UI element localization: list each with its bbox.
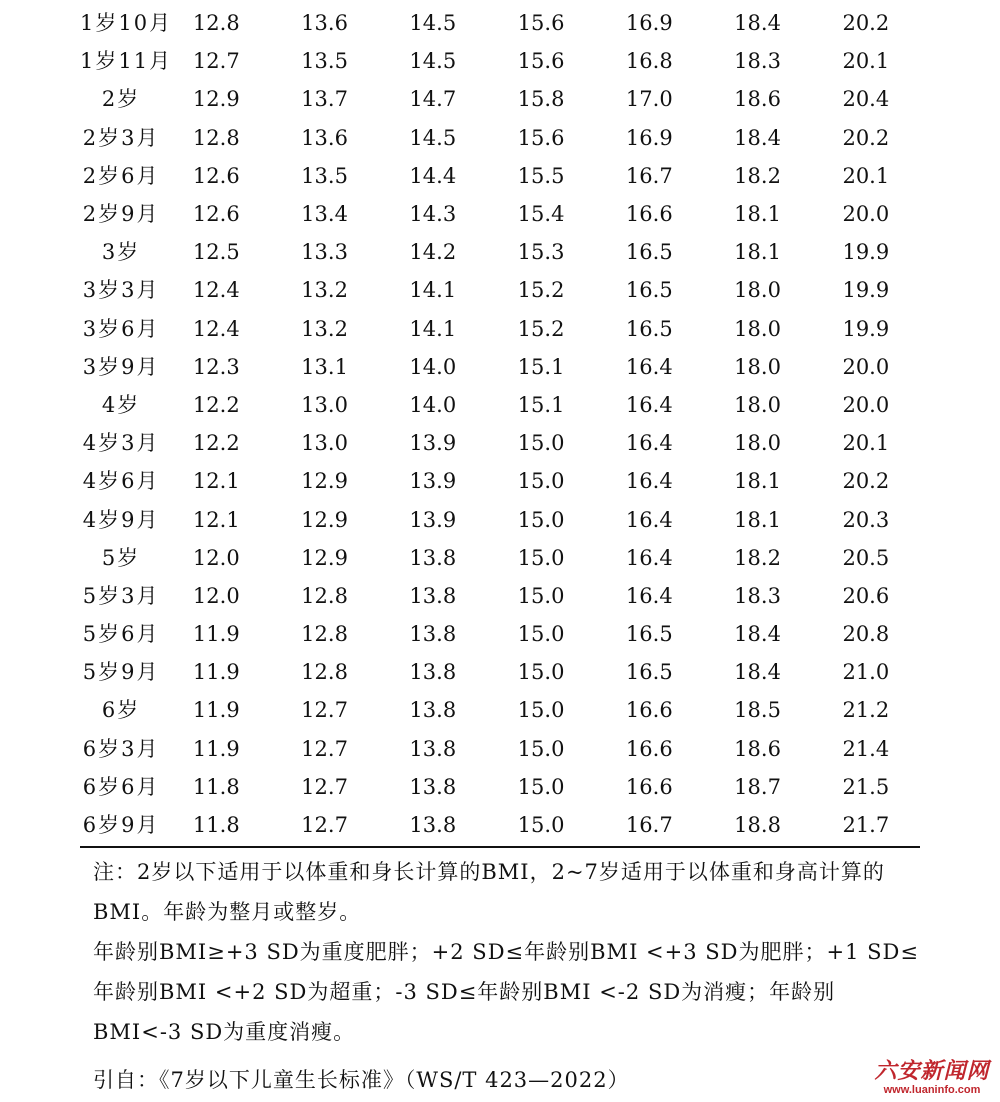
bmi-value-cell: 15.0 bbox=[517, 622, 565, 647]
bmi-value-cell: 15.6 bbox=[517, 125, 565, 150]
bmi-value-cell: 14.0 bbox=[409, 354, 457, 379]
table-row bbox=[80, 386, 920, 424]
table-row bbox=[80, 653, 920, 691]
age-cell: 5岁9月 bbox=[82, 660, 160, 685]
bmi-value-cell: 13.8 bbox=[409, 774, 457, 799]
table-row bbox=[80, 500, 920, 538]
watermark-url: www.luaninfo.com bbox=[883, 1084, 981, 1096]
bmi-value-cell: 11.9 bbox=[192, 622, 240, 647]
bmi-value-cell: 13.8 bbox=[409, 545, 457, 570]
bmi-value-cell: 15.0 bbox=[517, 545, 565, 570]
bmi-value-cell: 12.7 bbox=[301, 698, 348, 723]
note-classification: 年龄别BMI≥+3 SD为重度肥胖；+2 SD≤年龄别BMI <+3 SD为肥胖；+1 SD≤年龄别BMI <+2 SD为超重；-3 SD≤年龄别BMI <-2 SD为消瘦；年龄别BMI<-3 SD为重度消瘦。 bbox=[93, 940, 919, 1044]
bmi-value-cell: 18.4 bbox=[734, 125, 781, 150]
bmi-value-cell: 20.5 bbox=[842, 545, 890, 570]
bmi-value-cell: 13.8 bbox=[409, 660, 457, 685]
bmi-value-cell: 14.5 bbox=[409, 125, 457, 150]
bmi-value-cell: 16.4 bbox=[625, 431, 673, 456]
bmi-value-cell: 16.4 bbox=[625, 392, 673, 417]
bmi-value-cell: 16.6 bbox=[625, 774, 673, 799]
bmi-value-cell: 18.1 bbox=[734, 202, 781, 227]
bmi-value-cell: 12.7 bbox=[301, 736, 348, 761]
age-cell: 6岁9月 bbox=[82, 813, 160, 838]
bmi-value-cell: 18.0 bbox=[734, 354, 781, 379]
bmi-value-cell: 15.0 bbox=[517, 813, 565, 838]
bmi-value-cell: 15.0 bbox=[517, 583, 565, 608]
bmi-value-cell: 18.5 bbox=[734, 698, 781, 723]
bmi-value-cell: 19.9 bbox=[842, 278, 890, 303]
watermark bbox=[872, 1060, 992, 1096]
bmi-value-cell: 14.7 bbox=[409, 87, 457, 112]
bmi-value-cell: 12.6 bbox=[192, 202, 240, 227]
bmi-value-cell: 13.6 bbox=[301, 11, 348, 36]
bmi-value-cell: 21.0 bbox=[842, 660, 890, 685]
bmi-value-cell: 12.9 bbox=[301, 507, 348, 532]
bmi-value-cell: 11.9 bbox=[192, 698, 240, 723]
bmi-value-cell: 14.3 bbox=[409, 202, 457, 227]
bmi-value-cell: 18.7 bbox=[734, 774, 781, 799]
table-row bbox=[80, 691, 920, 729]
age-cell: 2岁 bbox=[101, 87, 141, 112]
bmi-value-cell: 13.9 bbox=[409, 507, 457, 532]
bmi-value-cell: 15.2 bbox=[517, 316, 565, 341]
age-cell: 3岁3月 bbox=[82, 278, 160, 303]
bmi-value-cell: 14.0 bbox=[409, 392, 457, 417]
table-row bbox=[80, 4, 920, 42]
bmi-value-cell: 13.9 bbox=[409, 431, 457, 456]
bmi-value-cell: 16.5 bbox=[625, 660, 673, 685]
bmi-value-cell: 21.2 bbox=[842, 698, 890, 723]
age-cell: 4岁3月 bbox=[82, 431, 160, 456]
bmi-value-cell: 13.7 bbox=[301, 87, 348, 112]
bmi-value-cell: 20.0 bbox=[842, 202, 890, 227]
bmi-value-cell: 11.8 bbox=[192, 774, 240, 799]
table-row bbox=[80, 577, 920, 615]
bmi-value-cell: 20.2 bbox=[842, 125, 890, 150]
table-row bbox=[80, 80, 920, 118]
bmi-value-cell: 13.8 bbox=[409, 698, 457, 723]
table-row bbox=[80, 806, 920, 844]
bmi-value-cell: 15.5 bbox=[517, 163, 565, 188]
bmi-value-cell: 16.8 bbox=[625, 49, 673, 74]
bmi-value-cell: 12.7 bbox=[192, 49, 240, 74]
bmi-value-cell: 12.0 bbox=[192, 545, 240, 570]
bmi-value-cell: 11.9 bbox=[192, 660, 240, 685]
age-cell: 3岁6月 bbox=[82, 316, 160, 341]
bmi-value-cell: 15.0 bbox=[517, 698, 565, 723]
table-row bbox=[80, 424, 920, 462]
bmi-value-cell: 16.4 bbox=[625, 354, 673, 379]
bmi-value-cell: 18.1 bbox=[734, 469, 781, 494]
age-cell: 6岁 bbox=[101, 698, 141, 723]
table-body bbox=[80, 4, 920, 844]
age-cell: 2岁3月 bbox=[82, 125, 160, 150]
bmi-value-cell: 14.1 bbox=[409, 278, 457, 303]
table-row bbox=[80, 42, 920, 80]
bmi-value-cell: 19.9 bbox=[842, 316, 890, 341]
bmi-value-cell: 18.0 bbox=[734, 278, 781, 303]
bmi-value-cell: 13.8 bbox=[409, 813, 457, 838]
bmi-value-cell: 14.2 bbox=[409, 240, 457, 265]
bmi-value-cell: 16.5 bbox=[625, 316, 673, 341]
bmi-value-cell: 18.3 bbox=[734, 583, 781, 608]
bmi-value-cell: 16.7 bbox=[625, 163, 673, 188]
bmi-value-cell: 15.0 bbox=[517, 507, 565, 532]
bmi-value-cell: 15.3 bbox=[517, 240, 565, 265]
bmi-value-cell: 20.3 bbox=[842, 507, 890, 532]
table-row bbox=[80, 768, 920, 806]
bmi-value-cell: 15.0 bbox=[517, 469, 565, 494]
bmi-value-cell: 13.0 bbox=[301, 392, 348, 417]
table-row bbox=[80, 539, 920, 577]
bmi-value-cell: 20.1 bbox=[842, 163, 890, 188]
table-row bbox=[80, 271, 920, 309]
age-cell: 1岁11月 bbox=[80, 49, 173, 74]
age-cell: 4岁6月 bbox=[82, 469, 160, 494]
bmi-value-cell: 21.4 bbox=[842, 736, 890, 761]
bmi-value-cell: 16.4 bbox=[625, 583, 673, 608]
bmi-value-cell: 15.0 bbox=[517, 660, 565, 685]
bmi-value-cell: 14.4 bbox=[409, 163, 457, 188]
bmi-value-cell: 15.4 bbox=[517, 202, 565, 227]
bmi-value-cell: 12.8 bbox=[301, 583, 348, 608]
bmi-value-cell: 13.4 bbox=[301, 202, 348, 227]
bmi-value-cell: 13.8 bbox=[409, 583, 457, 608]
bmi-value-cell: 11.9 bbox=[192, 736, 240, 761]
bmi-value-cell: 16.5 bbox=[625, 278, 673, 303]
bmi-value-cell: 16.9 bbox=[625, 125, 673, 150]
bmi-value-cell: 13.3 bbox=[301, 240, 348, 265]
table-row bbox=[80, 462, 920, 500]
bmi-value-cell: 19.9 bbox=[842, 240, 890, 265]
bmi-value-cell: 13.5 bbox=[301, 49, 348, 74]
bmi-value-cell: 20.0 bbox=[842, 392, 890, 417]
bmi-value-cell: 12.9 bbox=[301, 545, 348, 570]
bmi-value-cell: 18.6 bbox=[734, 736, 781, 761]
bmi-value-cell: 12.4 bbox=[192, 316, 240, 341]
bmi-value-cell: 13.2 bbox=[301, 278, 348, 303]
table-bottom-rule bbox=[80, 846, 920, 848]
bmi-value-cell: 16.7 bbox=[625, 813, 673, 838]
age-cell: 5岁3月 bbox=[82, 583, 160, 608]
age-cell: 2岁9月 bbox=[82, 202, 160, 227]
bmi-value-cell: 15.1 bbox=[517, 354, 565, 379]
bmi-value-cell: 14.5 bbox=[409, 11, 457, 36]
bmi-value-cell: 18.1 bbox=[734, 240, 781, 265]
bmi-value-cell: 12.2 bbox=[192, 431, 240, 456]
bmi-value-cell: 18.4 bbox=[734, 11, 781, 36]
bmi-value-cell: 18.0 bbox=[734, 392, 781, 417]
bmi-value-cell: 16.5 bbox=[625, 240, 673, 265]
bmi-value-cell: 18.0 bbox=[734, 316, 781, 341]
bmi-value-cell: 13.1 bbox=[301, 354, 348, 379]
bmi-value-cell: 16.6 bbox=[625, 698, 673, 723]
bmi-value-cell: 13.6 bbox=[301, 125, 348, 150]
age-cell: 3岁 bbox=[101, 240, 141, 265]
bmi-value-cell: 18.0 bbox=[734, 431, 781, 456]
table-row bbox=[80, 157, 920, 195]
bmi-value-cell: 16.6 bbox=[625, 202, 673, 227]
bmi-value-cell: 14.5 bbox=[409, 49, 457, 74]
bmi-value-cell: 12.7 bbox=[301, 774, 348, 799]
note-applicability: 注：2岁以下适用于以体重和身长计算的BMI，2~7岁适用于以体重和身高计算的BMI。年龄为整月或整岁。 bbox=[93, 860, 885, 924]
bmi-value-cell: 12.8 bbox=[301, 660, 348, 685]
bmi-value-cell: 15.8 bbox=[517, 87, 565, 112]
bmi-value-cell: 12.0 bbox=[192, 583, 240, 608]
bmi-value-cell: 15.0 bbox=[517, 774, 565, 799]
bmi-value-cell: 18.4 bbox=[734, 660, 781, 685]
bmi-value-cell: 18.8 bbox=[734, 813, 781, 838]
bmi-value-cell: 18.1 bbox=[734, 507, 781, 532]
bmi-value-cell: 13.8 bbox=[409, 736, 457, 761]
bmi-value-cell: 16.4 bbox=[625, 469, 673, 494]
bmi-value-cell: 12.9 bbox=[301, 469, 348, 494]
bmi-value-cell: 13.5 bbox=[301, 163, 348, 188]
bmi-value-cell: 20.4 bbox=[842, 87, 890, 112]
watermark-logo: 六安新闻网 bbox=[874, 1059, 990, 1084]
bmi-value-cell: 12.9 bbox=[192, 87, 240, 112]
bmi-reference-table bbox=[80, 4, 920, 844]
source-citation: 引自：《7岁以下儿童生长标准》（WS/T 423—2022） bbox=[93, 1068, 630, 1092]
table-row bbox=[80, 730, 920, 768]
bmi-value-cell: 13.9 bbox=[409, 469, 457, 494]
bmi-value-cell: 21.7 bbox=[842, 813, 890, 838]
bmi-value-cell: 18.6 bbox=[734, 87, 781, 112]
bmi-value-cell: 15.6 bbox=[517, 11, 565, 36]
bmi-value-cell: 12.7 bbox=[301, 813, 348, 838]
age-cell: 5岁 bbox=[101, 545, 141, 570]
bmi-value-cell: 13.2 bbox=[301, 316, 348, 341]
bmi-value-cell: 18.3 bbox=[734, 49, 781, 74]
age-cell: 5岁6月 bbox=[82, 622, 160, 647]
table-row bbox=[80, 615, 920, 653]
table-row bbox=[80, 119, 920, 157]
bmi-value-cell: 12.6 bbox=[192, 163, 240, 188]
table-row bbox=[80, 233, 920, 271]
bmi-value-cell: 20.8 bbox=[842, 622, 890, 647]
bmi-value-cell: 13.0 bbox=[301, 431, 348, 456]
bmi-value-cell: 12.3 bbox=[192, 354, 240, 379]
bmi-value-cell: 14.1 bbox=[409, 316, 457, 341]
bmi-value-cell: 12.2 bbox=[192, 392, 240, 417]
age-cell: 1岁10月 bbox=[80, 11, 173, 36]
bmi-value-cell: 12.8 bbox=[301, 622, 348, 647]
bmi-value-cell: 16.9 bbox=[625, 11, 673, 36]
bmi-value-cell: 20.2 bbox=[842, 469, 890, 494]
table-row bbox=[80, 310, 920, 348]
bmi-value-cell: 16.5 bbox=[625, 622, 673, 647]
bmi-value-cell: 16.6 bbox=[625, 736, 673, 761]
bmi-value-cell: 12.1 bbox=[192, 507, 240, 532]
bmi-value-cell: 20.1 bbox=[842, 431, 890, 456]
bmi-value-cell: 12.5 bbox=[192, 240, 240, 265]
bmi-value-cell: 18.2 bbox=[734, 163, 781, 188]
bmi-value-cell: 15.2 bbox=[517, 278, 565, 303]
age-cell: 6岁6月 bbox=[82, 774, 160, 799]
age-cell: 4岁 bbox=[101, 392, 141, 417]
table-row bbox=[80, 195, 920, 233]
bmi-value-cell: 17.0 bbox=[625, 87, 673, 112]
bmi-value-cell: 11.8 bbox=[192, 813, 240, 838]
bmi-value-cell: 12.8 bbox=[192, 125, 240, 150]
age-cell: 2岁6月 bbox=[82, 163, 160, 188]
table-row bbox=[80, 348, 920, 386]
bmi-value-cell: 20.1 bbox=[842, 49, 890, 74]
age-cell: 6岁3月 bbox=[82, 736, 160, 761]
bmi-value-cell: 20.0 bbox=[842, 354, 890, 379]
bmi-value-cell: 13.8 bbox=[409, 622, 457, 647]
bmi-value-cell: 16.4 bbox=[625, 507, 673, 532]
age-cell: 4岁9月 bbox=[82, 507, 160, 532]
bmi-value-cell: 20.2 bbox=[842, 11, 890, 36]
bmi-value-cell: 15.1 bbox=[517, 392, 565, 417]
bmi-value-cell: 12.1 bbox=[192, 469, 240, 494]
bmi-value-cell: 12.4 bbox=[192, 278, 240, 303]
bmi-value-cell: 15.0 bbox=[517, 736, 565, 761]
bmi-value-cell: 18.2 bbox=[734, 545, 781, 570]
bmi-value-cell: 20.6 bbox=[842, 583, 890, 608]
age-cell: 3岁9月 bbox=[82, 354, 160, 379]
bmi-value-cell: 12.8 bbox=[192, 11, 240, 36]
bmi-value-cell: 16.4 bbox=[625, 545, 673, 570]
bmi-value-cell: 15.0 bbox=[517, 431, 565, 456]
bmi-value-cell: 21.5 bbox=[842, 774, 890, 799]
bmi-value-cell: 18.4 bbox=[734, 622, 781, 647]
bmi-value-cell: 15.6 bbox=[517, 49, 565, 74]
